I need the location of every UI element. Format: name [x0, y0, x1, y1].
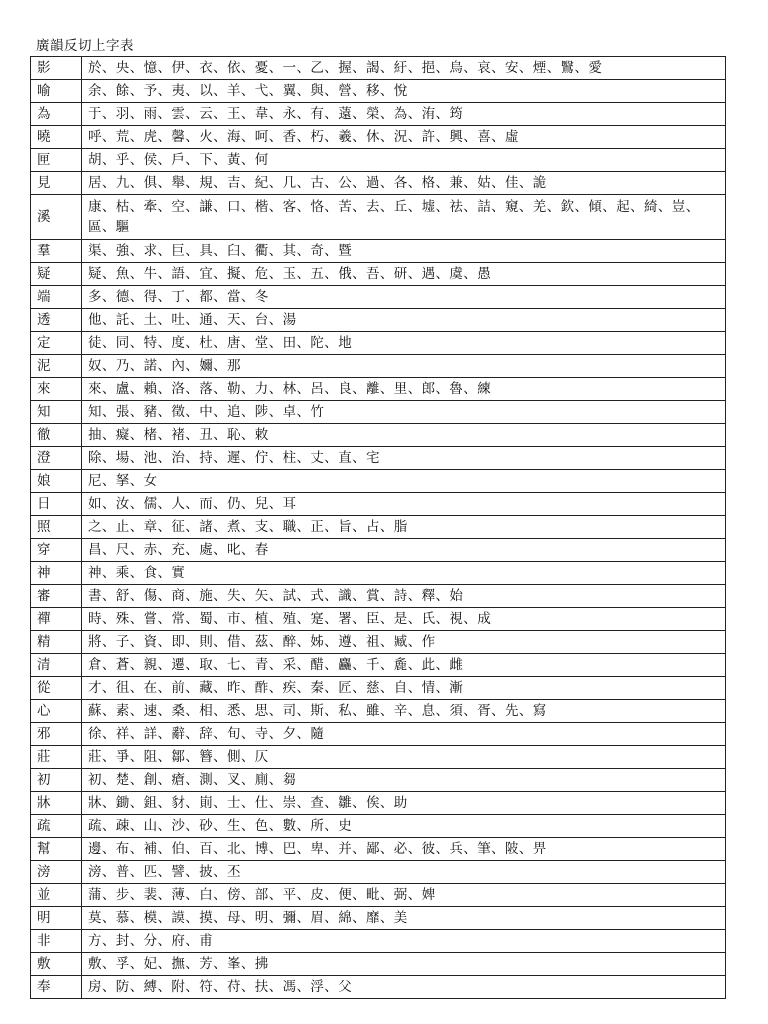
table-row — [31, 172, 726, 195]
fanqie-characters-cell: 牀、鋤、鉏、豺、崱、士、仕、崇、查、雛、俟、助 — [82, 792, 726, 815]
fanqie-characters-cell: 疑、魚、牛、語、宜、擬、危、玉、五、俄、吾、研、遇、虞、愚 — [82, 263, 726, 286]
initial-cell: 奉 — [31, 976, 82, 999]
initial-cell: 心 — [31, 700, 82, 723]
table-row — [31, 126, 726, 149]
fanqie-characters-cell: 時、殊、嘗、常、蜀、市、植、殖、寔、署、臣、是、氏、視、成 — [82, 608, 726, 631]
fanqie-characters-cell: 徐、祥、詳、辭、辞、旬、寺、夕、隨 — [82, 723, 726, 746]
initial-cell: 牀 — [31, 792, 82, 815]
fanqie-characters-cell: 余、餘、予、夷、以、羊、弋、翼、與、營、移、悅 — [82, 80, 726, 103]
document — [30, 37, 726, 999]
fanqie-characters-cell: 抽、癡、楮、褚、丑、恥、敕 — [82, 424, 726, 447]
table-row — [31, 677, 726, 700]
initial-cell: 從 — [31, 677, 82, 700]
table-row — [31, 585, 726, 608]
fanqie-characters-cell: 倉、蒼、親、遷、取、七、青、采、醋、麤、千、麁、此、雌 — [82, 654, 726, 677]
table-row — [31, 976, 726, 999]
initial-cell: 為 — [31, 103, 82, 126]
table-row — [31, 631, 726, 654]
fanqie-characters-cell: 昌、尺、赤、充、處、叱、春 — [82, 539, 726, 562]
fanqie-characters-cell: 敷、孚、妃、撫、芳、峯、拂 — [82, 953, 726, 976]
fanqie-characters-cell: 邊、布、補、伯、百、北、博、巴、卑、并、鄙、必、彼、兵、筆、陂、畀 — [82, 838, 726, 861]
table-row — [31, 286, 726, 309]
fanqie-characters-cell: 于、羽、雨、雲、云、王、韋、永、有、薳、榮、為、洧、筠 — [82, 103, 726, 126]
table-row — [31, 516, 726, 539]
initial-cell: 娘 — [31, 470, 82, 493]
table-row — [31, 240, 726, 263]
initial-cell: 神 — [31, 562, 82, 585]
fanqie-characters-cell: 滂、普、匹、譬、披、丕 — [82, 861, 726, 884]
fanqie-characters-cell: 之、止、章、征、諸、煮、支、職、正、旨、占、脂 — [82, 516, 726, 539]
initial-cell: 徹 — [31, 424, 82, 447]
table-row — [31, 80, 726, 103]
table-row — [31, 378, 726, 401]
fanqie-characters-cell: 蒲、步、裴、薄、白、傍、部、平、皮、便、毗、弼、婢 — [82, 884, 726, 907]
table-row — [31, 562, 726, 585]
initial-cell: 照 — [31, 516, 82, 539]
fanqie-characters-cell: 尼、拏、女 — [82, 470, 726, 493]
initial-cell: 幫 — [31, 838, 82, 861]
initial-cell: 清 — [31, 654, 82, 677]
fanqie-characters-cell: 他、託、土、吐、通、天、台、湯 — [82, 309, 726, 332]
table-row — [31, 332, 726, 355]
table-row — [31, 401, 726, 424]
fanqie-characters-cell: 莊、爭、阻、鄒、簪、側、仄 — [82, 746, 726, 769]
initial-cell: 泥 — [31, 355, 82, 378]
table-row — [31, 838, 726, 861]
fanqie-characters-cell: 才、徂、在、前、藏、昨、酢、疾、秦、匠、慈、自、情、漸 — [82, 677, 726, 700]
document-title: 廣韻反切上字表 — [36, 38, 134, 54]
fanqie-characters-cell: 居、九、俱、舉、規、吉、紀、几、古、公、過、各、格、兼、姑、佳、詭 — [82, 172, 726, 195]
fanqie-characters-cell: 奴、乃、諾、內、嬭、那 — [82, 355, 726, 378]
initial-cell: 疏 — [31, 815, 82, 838]
fanqie-characters-cell: 胡、乎、侯、戶、下、黃、何 — [82, 149, 726, 172]
initial-cell: 初 — [31, 769, 82, 792]
fanqie-characters-cell: 疏、疎、山、沙、砂、生、色、數、所、史 — [82, 815, 726, 838]
initial-cell: 來 — [31, 378, 82, 401]
initial-cell: 端 — [31, 286, 82, 309]
fanqie-characters-cell: 來、盧、賴、洛、落、勒、力、林、呂、良、離、里、郎、魯、練 — [82, 378, 726, 401]
table-row — [31, 769, 726, 792]
fanqie-characters-cell: 於、央、憶、伊、衣、依、憂、一、乙、握、謁、紆、挹、烏、哀、安、煙、鷖、愛 — [82, 57, 726, 80]
fanqie-characters-cell: 房、防、縛、附、符、苻、扶、馮、浮、父 — [82, 976, 726, 999]
initial-cell: 非 — [31, 930, 82, 953]
table-row — [31, 861, 726, 884]
table-row — [31, 309, 726, 332]
initial-cell: 透 — [31, 309, 82, 332]
table-row — [31, 355, 726, 378]
fanqie-characters-cell: 徒、同、特、度、杜、唐、堂、田、陀、地 — [82, 332, 726, 355]
table-row — [31, 149, 726, 172]
initial-cell: 影 — [31, 57, 82, 80]
fanqie-characters-cell: 如、汝、儒、人、而、仍、兒、耳 — [82, 493, 726, 516]
initial-cell: 邪 — [31, 723, 82, 746]
table-row — [31, 103, 726, 126]
initial-cell: 精 — [31, 631, 82, 654]
table-row — [31, 424, 726, 447]
initial-cell: 羣 — [31, 240, 82, 263]
table-row — [31, 539, 726, 562]
fanqie-characters-cell: 知、張、豬、徵、中、追、陟、卓、竹 — [82, 401, 726, 424]
initial-cell: 日 — [31, 493, 82, 516]
fanqie-characters-cell: 初、楚、創、瘡、測、叉、廁、芻 — [82, 769, 726, 792]
table-row — [31, 608, 726, 631]
fanqie-characters-cell: 多、德、得、丁、都、當、冬 — [82, 286, 726, 309]
table-row — [31, 884, 726, 907]
table-row — [31, 470, 726, 493]
fanqie-characters-cell: 神、乘、食、實 — [82, 562, 726, 585]
initial-cell: 曉 — [31, 126, 82, 149]
initial-cell: 定 — [31, 332, 82, 355]
table-row — [31, 723, 726, 746]
initial-cell: 見 — [31, 172, 82, 195]
fanqie-characters-cell: 方、封、分、府、甫 — [82, 930, 726, 953]
fanqie-characters-cell: 將、子、資、即、則、借、茲、醉、姊、遵、祖、臧、作 — [82, 631, 726, 654]
initial-cell: 審 — [31, 585, 82, 608]
table-row — [31, 953, 726, 976]
fanqie-characters-cell: 莫、慕、模、謨、摸、母、明、彌、眉、綿、靡、美 — [82, 907, 726, 930]
fanqie-characters-cell: 渠、強、求、巨、具、臼、衢、其、奇、暨 — [82, 240, 726, 263]
table-row — [31, 907, 726, 930]
initial-cell: 知 — [31, 401, 82, 424]
table-row — [31, 447, 726, 470]
initial-cell: 滂 — [31, 861, 82, 884]
initial-cell: 匣 — [31, 149, 82, 172]
initial-cell: 明 — [31, 907, 82, 930]
fanqie-characters-cell: 書、舒、傷、商、施、失、矢、試、式、識、賞、詩、釋、始 — [82, 585, 726, 608]
table-row — [31, 263, 726, 286]
initials-table — [30, 56, 726, 999]
table-row — [31, 815, 726, 838]
table-row — [31, 493, 726, 516]
initial-cell: 並 — [31, 884, 82, 907]
initial-cell: 莊 — [31, 746, 82, 769]
initial-cell: 澄 — [31, 447, 82, 470]
table-row — [31, 57, 726, 80]
initial-cell: 敷 — [31, 953, 82, 976]
fanqie-characters-cell: 呼、荒、虎、馨、火、海、呵、香、朽、羲、休、況、許、興、喜、虛 — [82, 126, 726, 149]
table-row — [31, 700, 726, 723]
table-row — [31, 654, 726, 677]
initial-cell: 禪 — [31, 608, 82, 631]
table-row — [31, 195, 726, 240]
table-body — [31, 57, 726, 999]
table-row — [31, 792, 726, 815]
fanqie-characters-cell: 康、枯、牽、空、謙、口、楷、客、恪、苦、去、丘、墟、祛、詰、窺、羌、欽、傾、起、綺、豈、 區、驅 — [82, 195, 726, 240]
fanqie-characters-cell: 蘇、素、速、桑、相、悉、思、司、斯、私、雖、辛、息、須、胥、先、寫 — [82, 700, 726, 723]
fanqie-characters-cell: 除、場、池、治、持、遲、佇、柱、丈、直、宅 — [82, 447, 726, 470]
initial-cell: 溪 — [31, 195, 82, 240]
table-row — [31, 746, 726, 769]
initial-cell: 喻 — [31, 80, 82, 103]
initial-cell: 疑 — [31, 263, 82, 286]
initial-cell: 穿 — [31, 539, 82, 562]
table-row — [31, 930, 726, 953]
